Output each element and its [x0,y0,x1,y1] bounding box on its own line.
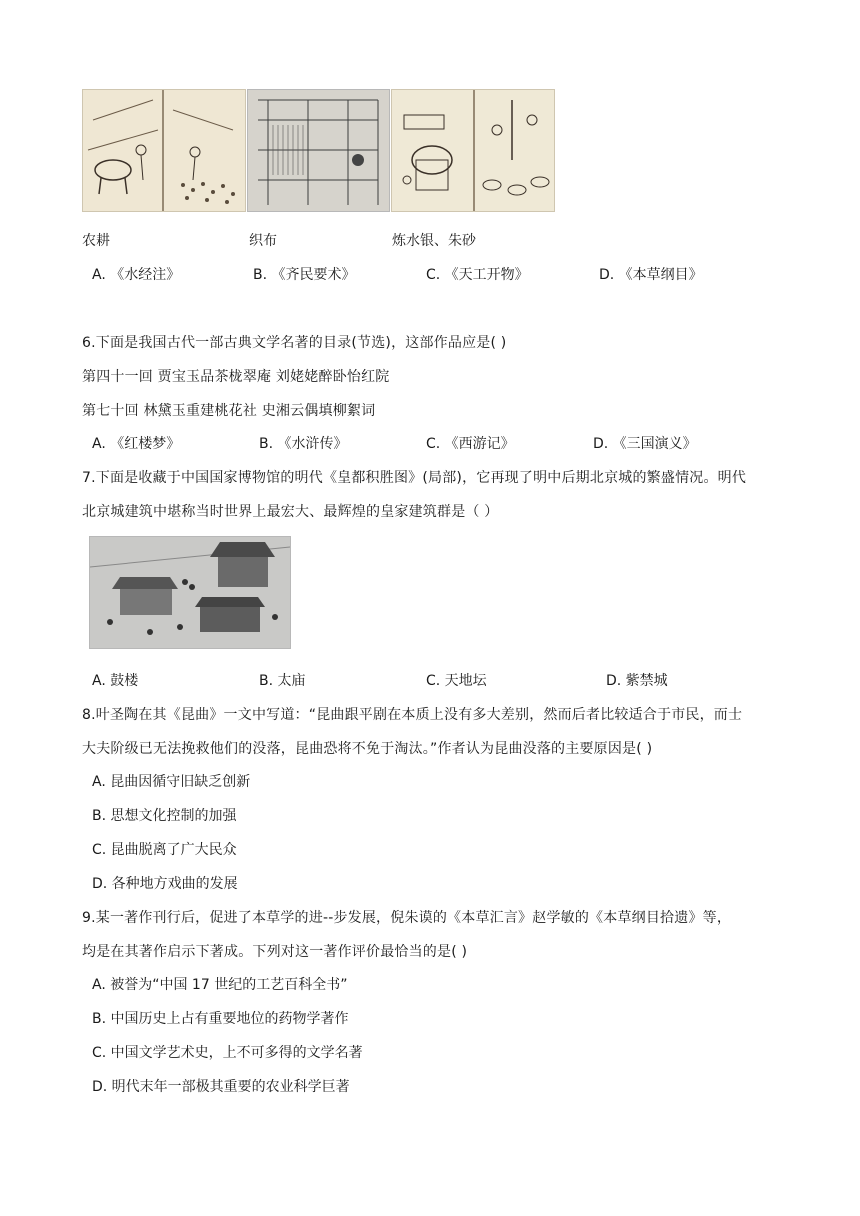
q5-option-c[interactable]: C. 《天工开物》 [426,267,529,283]
q6-option-c[interactable]: C. 《西游记》 [426,436,515,452]
q7-stem-line2: 北京城建筑中堪称当时世界上最宏大、最辉煌的皇家建筑群是（ ） [82,504,499,520]
q8-option-d[interactable]: D. 各种地方戏曲的发展 [92,876,238,892]
q7-option-c[interactable]: C. 天地坛 [426,673,487,689]
caption-weaving: 织布 [249,233,277,249]
q8-option-c[interactable]: C. 昆曲脱离了广大民众 [92,842,237,858]
caption-mercury: 炼水银、朱砂 [392,233,476,249]
q7-stem-line1: 7.下面是收藏于中国国家博物馆的明代《皇都积胜图》(局部)，它再现了明中后期北京城的繁盛情况。明代 [82,470,747,486]
farming-illustration [82,89,246,212]
q9-option-c[interactable]: C. 中国文学艺术史，上不可多得的文学名著 [92,1045,363,1061]
q6-chapter-41: 第四十一回 贾宝玉品茶栊翠庵 刘姥姥醉卧怡红院 [82,369,390,385]
q9-option-b[interactable]: B. 中国历史上占有重要地位的药物学著作 [92,1011,349,1027]
q8-option-b[interactable]: B. 思想文化控制的加强 [92,808,237,824]
q9-option-d[interactable]: D. 明代末年一部极其重要的农业科学巨著 [92,1079,350,1095]
mercury-refining-illustration [391,89,555,212]
q8-stem-line1: 8.叶圣陶在其《昆曲》一文中写道：“昆曲跟平剧在本质上没有多大差别，然而后者比较适合于市民，而士 [82,707,743,723]
q6-stem: 6.下面是我国古代一部古典文学名著的目录(节选)，这部作品应是( ) [82,335,507,351]
weaving-illustration [247,89,390,212]
q9-stem-line2: 均是在其著作启示下著成。下列对这一著作评价最恰当的是( ) [82,944,468,960]
q6-option-d[interactable]: D. 《三国演义》 [593,436,697,452]
q9-option-a[interactable]: A. 被誉为“中国 17 世纪的工艺百科全书” [92,977,348,993]
q5-option-b[interactable]: B. 《齐民要术》 [253,267,356,283]
q6-option-b[interactable]: B. 《水浒传》 [259,436,348,452]
q6-chapter-70: 第七十回 林黛玉重建桃花社 史湘云偶填柳絮词 [82,403,376,419]
q5-option-d[interactable]: D. 《本草纲目》 [599,267,703,283]
caption-farming: 农耕 [82,233,110,249]
q7-option-b[interactable]: B. 太庙 [259,673,306,689]
q6-option-a[interactable]: A. 《红楼梦》 [92,436,181,452]
q8-stem-line2: 大夫阶级已无法挽救他们的没落，昆曲恐将不免于淘汰。”作者认为昆曲没落的主要原因是( ) [82,741,653,757]
q5-option-a[interactable]: A. 《水经注》 [92,267,181,283]
q9-stem-line1: 9.某一著作刊行后，促进了本草学的进--步发展，倪朱谟的《本草汇言》赵学敏的《本草纲目拾遗》等， [82,910,732,926]
capital-painting-image [89,536,291,649]
q8-option-a[interactable]: A. 昆曲因循守旧缺乏创新 [92,774,251,790]
q7-option-d[interactable]: D. 紫禁城 [606,673,668,689]
q7-option-a[interactable]: A. 鼓楼 [92,673,139,689]
